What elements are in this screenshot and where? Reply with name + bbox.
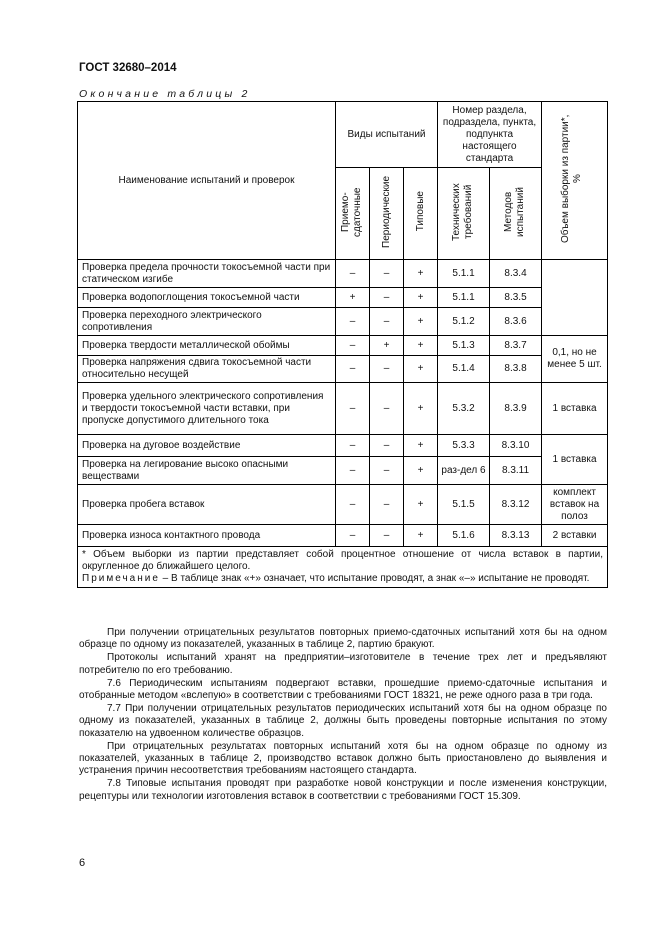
table-row (78, 457, 608, 485)
row-name: Проверка напряжения сдвига токосъемной части относительно несущей (78, 356, 336, 383)
row-periodic: – (370, 308, 404, 336)
row-req: раз-дел 6 (438, 457, 490, 485)
row-type: + (404, 525, 438, 547)
table-notes-row (78, 547, 608, 588)
row-periodic: – (370, 525, 404, 547)
row-acceptance: – (336, 336, 370, 356)
row-name: Проверка предела прочности токосъемной части при статическом изгибе (78, 260, 336, 288)
col-acceptance-header: Приемо-сдаточные (336, 168, 370, 260)
col-type-header: Типовые (404, 168, 438, 260)
table-row (78, 435, 608, 457)
row-method: 8.3.6 (490, 308, 542, 336)
row-method: 8.3.5 (490, 288, 542, 308)
row-name: Проверка переходного электрического сопротивления (78, 308, 336, 336)
row-acceptance: – (336, 356, 370, 383)
table-note (82, 573, 603, 585)
row-name: Проверка удельного электрического сопротивления и твердости токосъемной части вставки, при пропуске допустимого длительного тока (78, 383, 336, 435)
sample-cell-5: 2 вставки (542, 525, 608, 547)
row-method: 8.3.4 (490, 260, 542, 288)
row-name: Проверка износа контактного провода (78, 525, 336, 547)
paragraph: 7.8 Типовые испытания проводят при разработке новой конструкции и после изменения конструкции, рецептуры или технологии изготовления вставок в соответствии с требованиями ГОСТ 15.309. (79, 778, 607, 802)
table-row (78, 260, 608, 288)
col-types-header: Виды испытаний (336, 102, 438, 168)
row-name: Проверка водопоглощения токосъемной части (78, 288, 336, 308)
row-name: Проверка пробега вставок (78, 485, 336, 525)
paragraph: Протоколы испытаний хранят на предприятии–изготовителе в течение трех лет и предъявляют потребителю по его требованию. (79, 652, 607, 676)
table-notes (78, 547, 608, 588)
row-req: 5.1.1 (438, 288, 490, 308)
row-method: 8.3.7 (490, 336, 542, 356)
page-number: 6 (79, 857, 86, 869)
col-section-header: Номер раздела, подраздела, пункта, подпункта настоящего стандарта (438, 102, 542, 168)
row-type: + (404, 435, 438, 457)
table-row (78, 356, 608, 383)
document-header: ГОСТ 32680–2014 (79, 62, 177, 74)
row-acceptance: – (336, 457, 370, 485)
col-sample-label: Объем выборки из партии*, % (559, 114, 583, 243)
row-type: + (404, 356, 438, 383)
row-periodic: – (370, 457, 404, 485)
table-row (78, 525, 608, 547)
row-periodic: – (370, 356, 404, 383)
paragraph: 7.6 Периодическим испытаниям подвергают вставки, прошедшие приемо-сдаточные испытания и отобранные методом «вслепую» в соответствии с требованиями ГОСТ 18321, не реже одного раза в три года. (79, 677, 607, 702)
paragraph: 7.7 При получении отрицательных результатов периодических испытаний хотя бы на одном образце по одному из показателей, указанных в таблице 2, должны быть проведены повторные испытания по этому показателю на удвоенном количестве образцов. (79, 703, 607, 739)
row-method: 8.3.10 (490, 435, 542, 457)
col-name-header: Наименование испытаний и проверок (78, 102, 336, 260)
row-type: + (404, 260, 438, 288)
sample-cell-1: 0,1, но не менее 5 шт. (542, 336, 608, 383)
row-periodic: – (370, 260, 404, 288)
col-sample-header (542, 102, 608, 260)
row-req: 5.1.5 (438, 485, 490, 525)
row-req: 5.1.6 (438, 525, 490, 547)
col-method-header: Методов испытаний (490, 168, 542, 260)
body-text (79, 627, 607, 804)
row-method: 8.3.11 (490, 457, 542, 485)
row-req: 5.1.2 (438, 308, 490, 336)
row-name: Проверка на дуговое воздействие (78, 435, 336, 457)
table-footnote: * Объем выборки из партии представляет собой процентное отношение от числа вставок в партии, округленное до ближайшего целого. (82, 549, 604, 572)
col-periodic-header: Периодические (370, 168, 404, 260)
row-acceptance: – (336, 383, 370, 435)
row-type: + (404, 336, 438, 356)
sample-cell-2: 1 вставка (542, 383, 608, 435)
table-row (78, 485, 608, 525)
row-method: 8.3.8 (490, 356, 542, 383)
row-req: 5.1.1 (438, 260, 490, 288)
table-row (78, 336, 608, 356)
row-acceptance: – (336, 435, 370, 457)
table-row (78, 288, 608, 308)
row-type: + (404, 457, 438, 485)
row-type: + (404, 288, 438, 308)
row-name: Проверка твердости металлической обоймы (78, 336, 336, 356)
row-acceptance: + (336, 288, 370, 308)
paragraph: При получении отрицательных результатов повторных приемо-сдаточных испытаний хотя бы на одном образце по одному из показателей, указанных в таблице 2, партию бракуют. (79, 627, 607, 651)
row-req: 5.1.3 (438, 336, 490, 356)
row-type: + (404, 485, 438, 525)
row-acceptance: – (336, 485, 370, 525)
row-periodic: – (370, 435, 404, 457)
row-type: + (404, 308, 438, 336)
row-periodic: – (370, 383, 404, 435)
row-req: 5.1.4 (438, 356, 490, 383)
sample-cell-4: комплект вставок на полоз (542, 485, 608, 525)
table-caption: Окончание таблицы 2 (79, 88, 251, 100)
row-method: 8.3.12 (490, 485, 542, 525)
note-label: Примечание (82, 573, 160, 584)
sample-cell-3: 1 вставка (542, 435, 608, 485)
row-name: Проверка на легирование высоко опасными веществами (78, 457, 336, 485)
row-acceptance: – (336, 308, 370, 336)
table-row (78, 383, 608, 435)
row-acceptance: – (336, 260, 370, 288)
row-periodic: + (370, 336, 404, 356)
row-req: 5.3.3 (438, 435, 490, 457)
paragraph: При отрицательных результатах повторных испытаний хотя бы на одном образце по одному из показателей, указанных в таблице 2, производство вставок должно быть приостановлено до выявления и устранения причин несоответствия требованиям настоящего стандарта. (79, 740, 607, 777)
row-req: 5.3.2 (438, 383, 490, 435)
row-method: 8.3.9 (490, 383, 542, 435)
note-text: – В таблице знак «+» означает, что испытание проводят, а знак «–» испытание не проводят. (159, 573, 590, 584)
tests-table (77, 101, 608, 588)
table-row (78, 308, 608, 336)
row-periodic: – (370, 288, 404, 308)
sample-cell-empty (542, 260, 608, 336)
col-req-header: Технических требований (438, 168, 490, 260)
row-type: + (404, 383, 438, 435)
row-periodic: – (370, 485, 404, 525)
row-acceptance: – (336, 525, 370, 547)
row-method: 8.3.13 (490, 525, 542, 547)
